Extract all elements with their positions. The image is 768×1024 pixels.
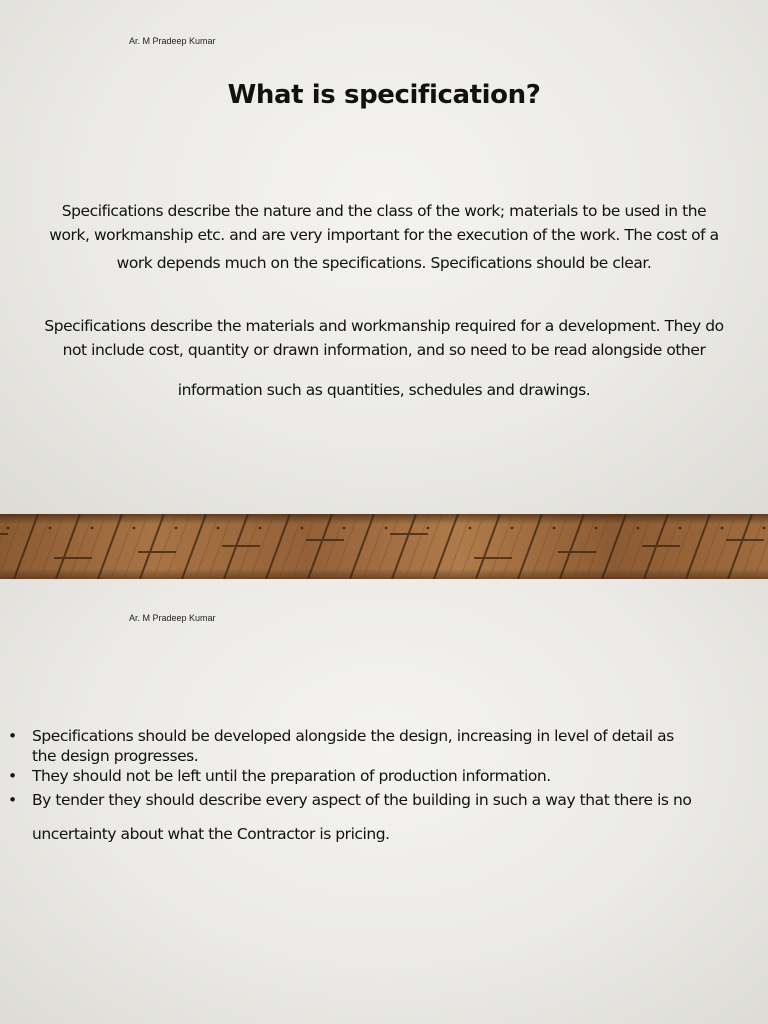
bullet-1-line-2: the design progresses. bbox=[32, 747, 199, 765]
paragraph-1-line-2: work, workmanship etc. and are very important for the execution of the work. The cost of a bbox=[49, 226, 719, 244]
bullet-list bbox=[0, 727, 768, 849]
paragraph-2-line-1: Specifications describe the materials and workmanship required for a development. They do bbox=[44, 317, 724, 335]
slide-1-title: What is specification? bbox=[227, 80, 541, 110]
bullet-item-2 bbox=[0, 767, 768, 791]
slide-2-author: Ar. M Pradeep Kumar bbox=[129, 613, 216, 623]
bullet-3-line-2: uncertainty about what the Contractor is pricing. bbox=[32, 825, 390, 843]
slide-2 bbox=[0, 579, 768, 1024]
wood-planks-graphic bbox=[0, 514, 768, 579]
bullet-3-line-1: By tender they should describe every aspect of the building in such a way that there is no bbox=[32, 791, 692, 809]
bullet-2-line-1: They should not be left until the preparation of production information. bbox=[32, 767, 551, 785]
paragraph-1-line-3: work depends much on the specifications. Specifications should be clear. bbox=[116, 254, 652, 272]
bullet-dot: • bbox=[8, 767, 17, 785]
bullet-item-3 bbox=[0, 791, 768, 849]
bullet-item-1 bbox=[0, 727, 768, 767]
wooden-floor-divider bbox=[0, 514, 768, 579]
bullet-dot: • bbox=[8, 727, 17, 745]
slide-1-author: Ar. M Pradeep Kumar bbox=[129, 36, 216, 46]
paragraph-specification-scope bbox=[8, 317, 760, 405]
paragraph-2-line-2: not include cost, quantity or drawn information, and so need to be read alongside other bbox=[62, 341, 706, 359]
paragraph-1-line-1: Specifications describe the nature and the class of the work; materials to be used in the bbox=[61, 202, 707, 220]
bullet-dot: • bbox=[8, 791, 17, 809]
paragraph-2-line-3: information such as quantities, schedules and drawings. bbox=[177, 381, 591, 399]
paragraph-specification-definition bbox=[8, 202, 760, 278]
bullet-1-line-1: Specifications should be developed alongside the design, increasing in level of detail as bbox=[32, 727, 674, 745]
